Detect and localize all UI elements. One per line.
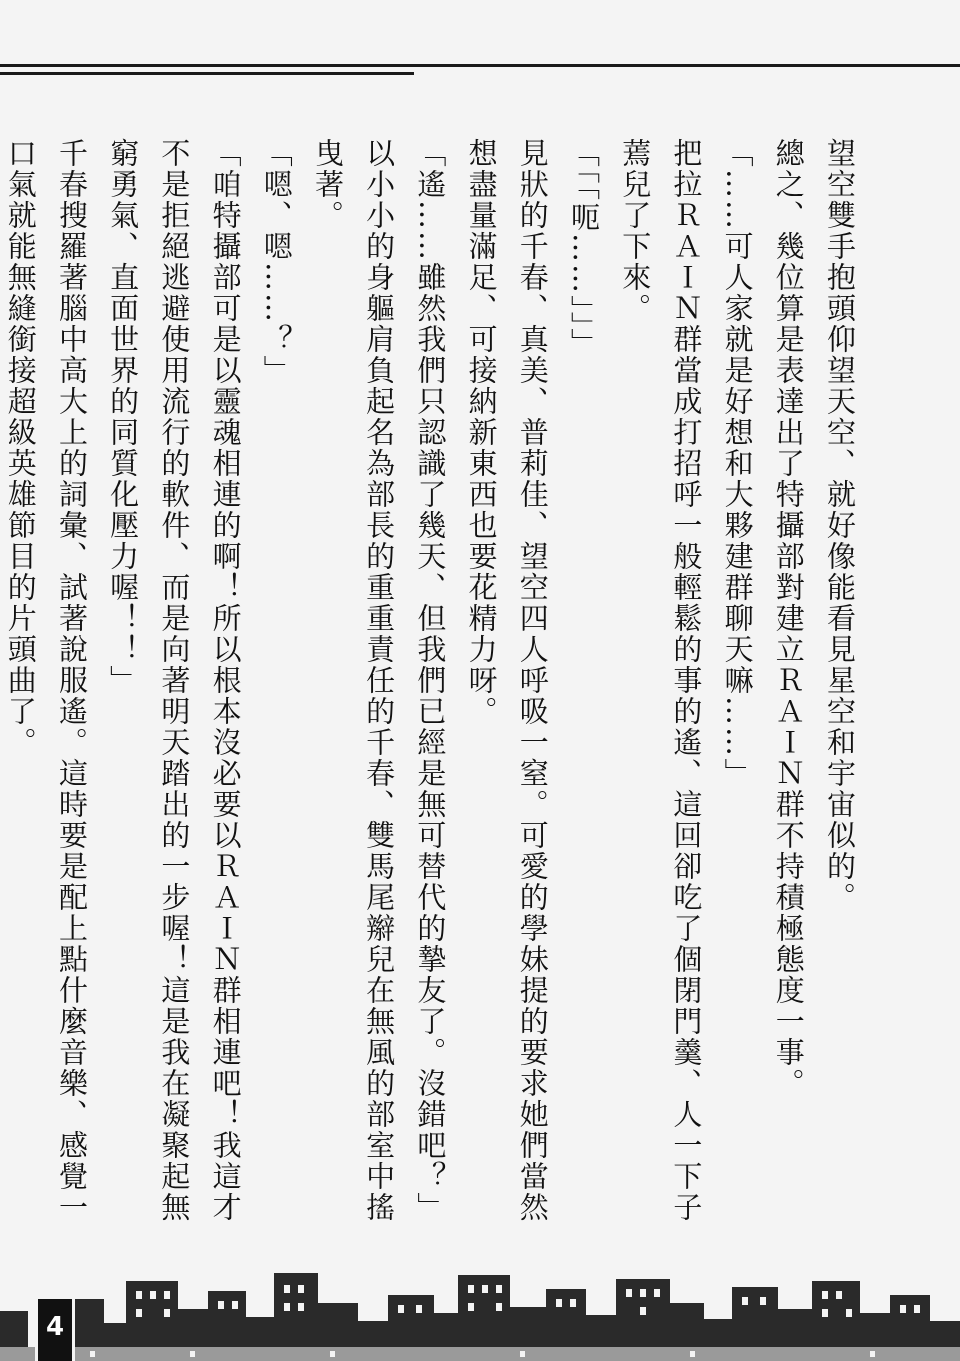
paragraph-6: 見狀的千春、真美、普莉佳、望空四人呼吸一窒。可愛的學妹提的要求她們當然想盡量滿足、可接納新東西也要花精力呀。: [464, 138, 550, 1223]
paragraph-5: 「「「呃……」」」: [566, 138, 601, 359]
paragraph-9: 「嗯、嗯……？」: [259, 138, 294, 386]
paragraph-10: 「咱特攝部可是以靈魂相連的啊！所以根本沒必要以ＲＡＩＮ群相連吧！我這才不是拒絕逃避使用流行的軟件、而是向著明天踏出的一步喔！這是我在凝聚起無窮勇氣、直面世界的同質化壓力喔！！」: [106, 138, 243, 1223]
paragraph-4: 把拉ＲＡＩＮ群當成打招呼一般輕鬆的事的遙、這回卻吃了個閉門羹、人一下子蔫兒了下來。: [618, 138, 704, 1223]
paragraph-1: 望空雙手抱頭仰望天空、就好像能看見星空和宇宙似的。: [823, 138, 857, 913]
paragraph-11: 千春搜羅著腦中高大上的詞彙、試著說服遙。這時要是配上點什麼音樂、感覺一口氣就能無縫銜接超級英雄節目的片頭曲了。: [3, 138, 89, 1223]
header-rule-top: [0, 64, 960, 67]
page-number: 4: [35, 1296, 75, 1361]
paragraph-2: 總之、幾位算是表達出了特攝部對建立ＲＡＩＮ群不持積極態度一事。: [771, 138, 806, 1099]
paragraph-3: 「……可人家就是好想和大夥建群聊天嘛……」: [720, 138, 755, 789]
paragraph-8: 以小小的身軀肩負起名為部長的重重責任的千春、雙馬尾辮兒在無風的部室中搖曳著。: [310, 138, 397, 1223]
city-skyline-decoration: [0, 1251, 960, 1361]
body-text: [3, 138, 865, 1238]
header-rule-short: [0, 72, 414, 75]
paragraph-7: 「遙……雖然我們只認識了幾天、但我們已經是無可替代的摯友了。沒錯吧？」: [413, 138, 448, 1223]
